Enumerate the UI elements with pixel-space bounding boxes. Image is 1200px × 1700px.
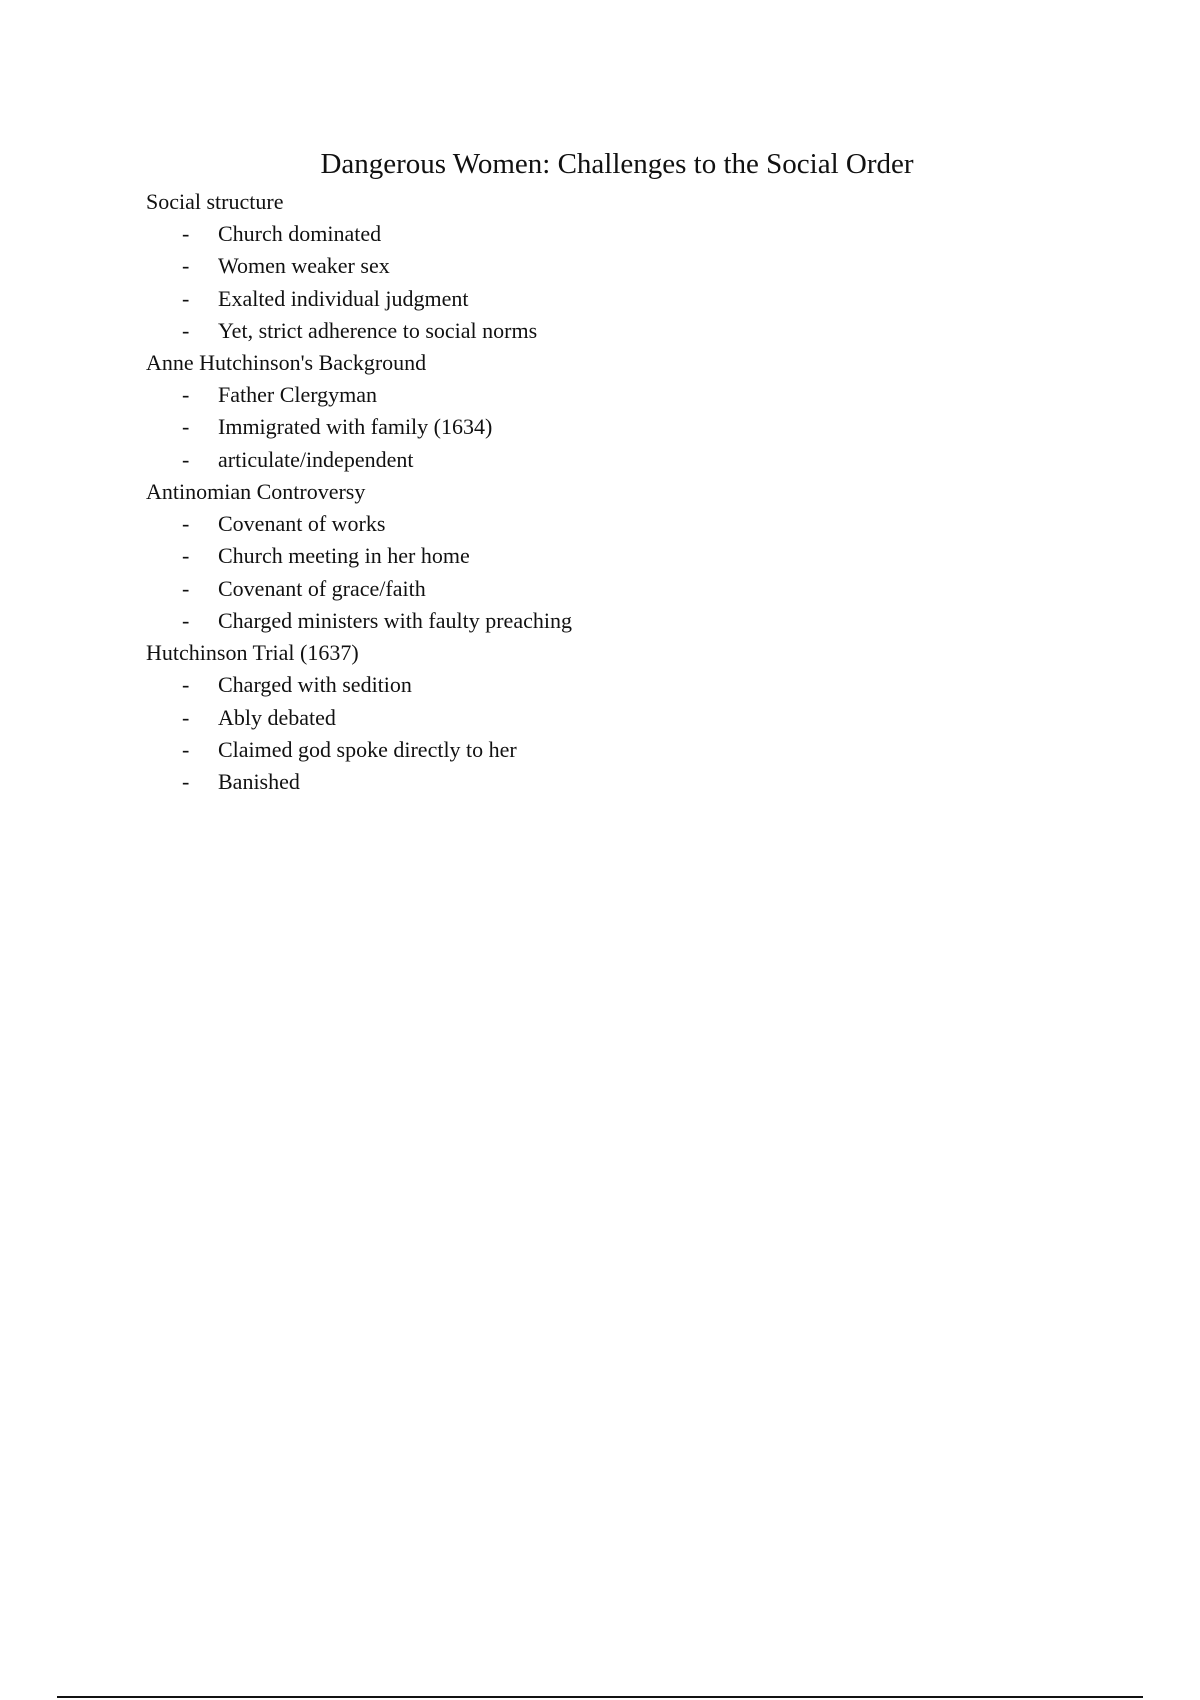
section-hutchinson-trial: [146, 637, 1046, 798]
bullet-dash: -: [182, 769, 190, 795]
bullet-list: [146, 379, 1046, 476]
bullet-item: [146, 315, 1046, 347]
bullet-item: [146, 669, 1046, 701]
bullet-dash: -: [182, 736, 190, 762]
bullet-item: [146, 540, 1046, 572]
bullet-text: Women weaker sex: [218, 253, 390, 279]
bullet-dash: -: [182, 511, 190, 537]
bullet-list: [146, 669, 1046, 798]
bullet-dash: -: [182, 607, 190, 633]
bullet-item: [146, 508, 1046, 540]
bullet-item: [146, 444, 1046, 476]
bullet-item: [146, 605, 1046, 637]
bullet-text: Charged with sedition: [218, 672, 412, 698]
bullet-text: articulate/independent: [218, 446, 414, 472]
bullet-list: [146, 508, 1046, 637]
bullet-dash: -: [182, 704, 190, 730]
section-social-structure: [146, 186, 1046, 347]
bullet-text: Banished: [218, 769, 300, 795]
section-heading: Hutchinson Trial (1637): [146, 640, 359, 666]
bullet-item: [146, 702, 1046, 734]
outline: [146, 186, 1046, 798]
bullet-dash: -: [182, 382, 190, 408]
section-heading: Anne Hutchinson's Background: [146, 350, 427, 376]
bullet-dash: -: [182, 285, 190, 311]
bullet-item: [146, 573, 1046, 605]
bullet-item: [146, 379, 1046, 411]
bullet-text: Covenant of grace/faith: [218, 575, 426, 601]
bullet-text: Ably debated: [218, 704, 336, 730]
bullet-dash: -: [182, 317, 190, 343]
bullet-text: Claimed god spoke directly to her: [218, 736, 517, 762]
bullet-text: Exalted individual judgment: [218, 285, 469, 311]
bullet-dash: -: [182, 414, 190, 440]
bullet-dash: -: [182, 446, 190, 472]
bullet-text: Church dominated: [218, 221, 382, 246]
bullet-text: Father Clergyman: [218, 382, 378, 408]
bullet-text: Church meeting in her home: [218, 543, 470, 569]
section-heading: Social structure: [146, 189, 284, 214]
bullet-list: [146, 218, 1046, 347]
section-heading: Antinomian Controversy: [146, 479, 366, 505]
document-title: Dangerous Women: Challenges to the Social Order: [320, 148, 914, 180]
section-anne-hutchinson-background: [146, 347, 1046, 476]
bullet-dash: -: [182, 575, 190, 601]
bullet-dash: -: [182, 253, 190, 279]
bullet-text: Yet, strict adherence to social norms: [218, 317, 538, 343]
bullet-item: [146, 218, 1046, 250]
bullet-item: [146, 411, 1046, 443]
bullet-dash: -: [182, 672, 190, 698]
bullet-text: Immigrated with family (1634): [218, 414, 493, 440]
bullet-dash: -: [182, 221, 190, 246]
bullet-item: [146, 734, 1046, 766]
bullet-item: [146, 250, 1046, 282]
section-antinomian-controversy: [146, 476, 1046, 637]
bullet-text: Charged ministers with faulty preaching: [218, 607, 572, 633]
bullet-dash: -: [182, 543, 190, 569]
bullet-item: [146, 766, 1046, 798]
bullet-text: Covenant of works: [218, 511, 386, 537]
footer-rule: [57, 1696, 1143, 1698]
bullet-item: [146, 283, 1046, 315]
